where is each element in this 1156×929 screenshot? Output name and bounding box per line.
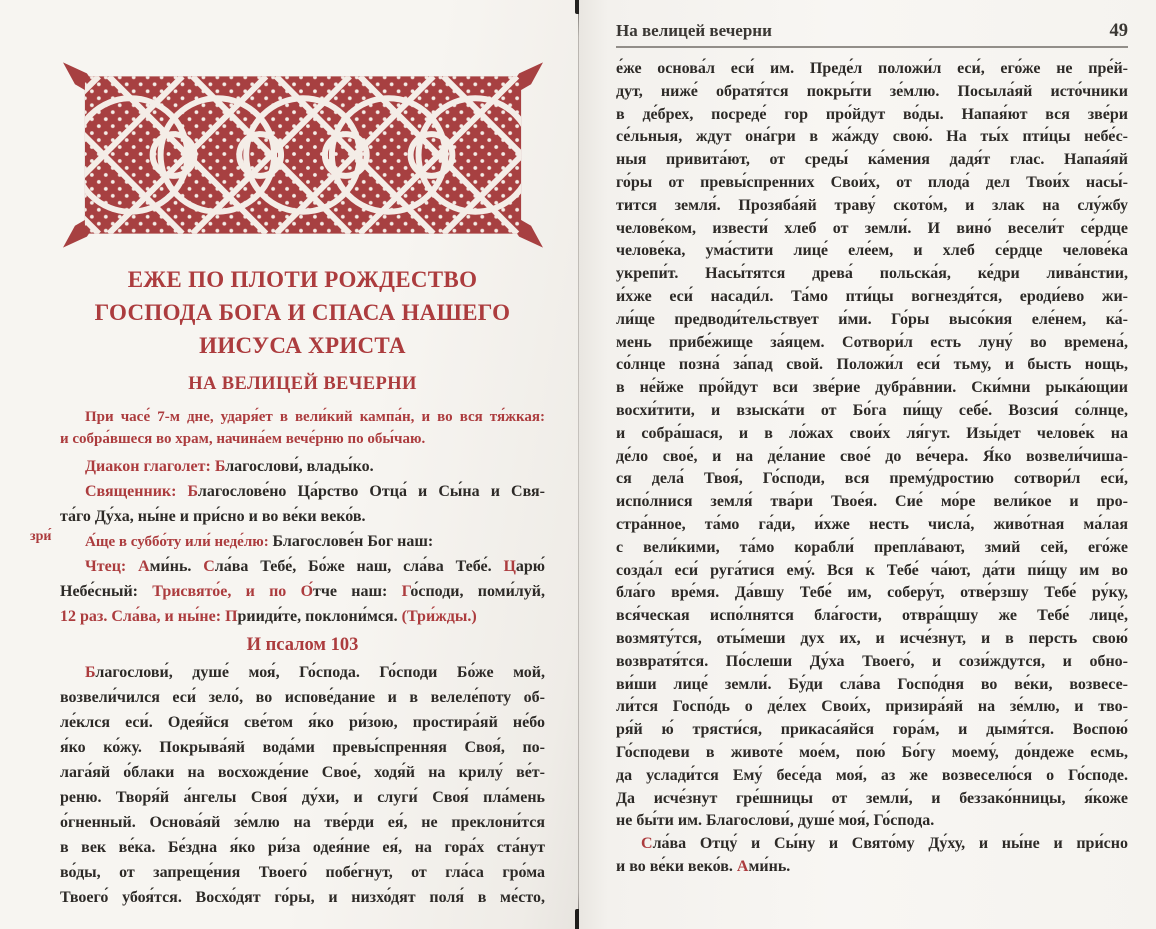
psalm-line: возвратя́тся. По́слеши Ду́ха Твоего́, и сози́ждутся, и обно- bbox=[616, 652, 1128, 670]
rubric-line: При часе́ 7-м дне, ударя́ет в вели́кий кампа́н, и во вся тя́жкая: bbox=[85, 409, 545, 425]
psalm-line: ныя привита́ют, от среды́ ка́мения дадя́т глас. Напая́яй bbox=[616, 151, 1128, 169]
psalm-line: со́лнце позна́ за́пад свой. Положи́л еси́ тьму, и бысть нощь, bbox=[616, 356, 1128, 374]
psalm-line: во́ды, от запреще́ния Твоего́ побе́гнут, от гла́са гро́ма bbox=[60, 864, 545, 881]
psalm-line: го́ры от превы́спренних Свои́х, от плода́ дел Твои́х насы́- bbox=[616, 173, 1128, 191]
psalm-line: дут, ниже́ обратя́тся покры́ти зе́млю. Посыла́яй исто́чники bbox=[616, 82, 1128, 100]
priest-paragraph bbox=[60, 479, 545, 529]
psalm-line: Го́сподеви в животе́ мое́м, пою́ Бо́гу моему́, до́ндеже есмь, bbox=[616, 743, 1128, 761]
priest-line: та́го Ду́ха, ны́не и при́сно и во ве́ки веко́в. bbox=[60, 508, 366, 525]
psalm-line: стра́нное, та́мо га́ди, и́хже несть числа́, живо́тная ма́лая bbox=[616, 515, 1128, 533]
psalm-line: с вели́кими, та́мо корабли́ препла́вают, змий сей, его́же bbox=[616, 538, 1128, 556]
right-page bbox=[579, 0, 1156, 929]
deacon-line: Диакон глаголет: Благослови́, влады́ко. bbox=[85, 458, 374, 475]
service-subtitle: НА ВЕЛИЦЕЙ ВЕЧЕРНИ bbox=[188, 374, 417, 394]
running-header-title: На велицей вечерни bbox=[616, 21, 772, 40]
sabbath-rubric-line: А́ще в суббо́ту или́ неде́лю: Благослове́н Бог наш: bbox=[85, 533, 434, 550]
feast-title-line: ИИСУСА ХРИСТА bbox=[199, 333, 406, 358]
psalm-line: в де́брех, посреде́ гор про́йдут во́ды. Напая́ют вся зве́ри bbox=[616, 105, 1128, 123]
reader-paragraph bbox=[60, 554, 545, 629]
priest-line: Священник: Благослове́но Ца́рство Отца́ и Сы́на и Свя- bbox=[85, 483, 545, 500]
psalm-line: лага́яй о́блаки на восхожде́ние Свое́, ходя́й на крилу́ ве́т- bbox=[60, 764, 545, 781]
psalm-line: тится земля́. Прозяба́яй траву́ ското́м, и злак на слу́жбу bbox=[616, 196, 1128, 214]
psalm-line: Благослови́, душе́ моя́, Го́спода. Го́споди Бо́же мой, bbox=[85, 664, 545, 681]
psalm-line: ле́клся еси́. Одея́йся све́том я́ко ри́зою, простира́яй не́бо bbox=[60, 714, 545, 731]
psalm-line: бла́го вре́мя. Да́вшу Тебе́ им, соберу́т, отве́рзшу Тебе́ ру́ку, bbox=[616, 584, 1128, 602]
psalm-line: челове́ком, извести́ хлеб от земли́. И вино́ весели́т се́рдце bbox=[616, 219, 1128, 237]
psalm-line-list bbox=[60, 685, 545, 910]
psalm-line: восхи́тити, и взыска́ти от Бо́га пи́щу себе́. Возсия́ со́лнце, bbox=[616, 401, 1128, 419]
margin-note-zri: зри́ bbox=[30, 529, 52, 544]
psalm-line: возмяту́тся, оты́меши дух их, и исче́знут, и в персть свою́ bbox=[616, 629, 1128, 647]
psalm-line: е́же основа́л еси́ им. Преде́л положи́л еси́, его́же не пре́й- bbox=[616, 60, 1128, 77]
feast-title-line: ЕЖЕ ПО ПЛОТИ РОЖДЕСТВО bbox=[127, 267, 478, 292]
psalm-line: ви́ши лице́ земли́. Бу́ди сла́ва Госпо́дня во ве́ки, возвесе- bbox=[616, 675, 1128, 693]
psalm-text-right bbox=[616, 58, 1128, 833]
psalm-line: не бы́ти им. Благослови́, душе́ моя́, Го́спода. bbox=[616, 812, 935, 830]
psalm-line: о́гненный. Основа́яй зе́млю на тве́рди ея́, не преклони́тся bbox=[60, 814, 545, 831]
psalm-line: ся дела́ Твоя́, Го́споди, вся прему́дростию сотвори́л еси́, bbox=[616, 470, 1128, 488]
psalm-line: в не́йже про́йдут вси зве́рие дубра́внии. Ски́мни рыка́ющии bbox=[616, 379, 1128, 397]
psalm-line: Твоего́ убоя́тся. Восхо́дят го́ры, и низхо́дят поля́ в ме́сто, bbox=[60, 889, 545, 906]
psalm-line: в век ве́ка. Бе́здна я́ко ри́за одея́ние ея́, на гора́х ста́нут bbox=[60, 839, 545, 856]
left-text-column bbox=[60, 0, 545, 910]
psalm-line: и собра́шася, и в ло́жах свои́х ля́гут. Изы́дет челове́к на bbox=[616, 424, 1128, 442]
psalm-heading: И псалом 103 bbox=[246, 635, 359, 655]
psalm-line: челове́ка, ума́стити лице́ еле́ем, и хлеб се́рдце челове́ка bbox=[616, 242, 1128, 260]
knotwork-headpiece-ornament bbox=[61, 60, 545, 250]
psalm-line: Да исче́знут гре́шницы от земли́, и беззако́нницы, я́коже bbox=[616, 789, 1128, 807]
feast-title-line: ГОСПОДА БОГА И СПАСА НАШЕГО bbox=[94, 300, 511, 325]
psalm-line: вся́ческая испо́лнятся бла́гости, отвра́щшу же Тебе́ лице́, bbox=[616, 607, 1128, 625]
doxology-line: и во ве́ки веко́в. Ами́нь. bbox=[616, 857, 791, 875]
psalm-line: де́ло свое́, и на де́лание свое́ до ве́чера. Я́ко возвели́чиша- bbox=[616, 447, 1128, 465]
doxology-line: Сла́ва Отцу́ и Сы́ну и Свято́му Ду́ху, и ны́не и при́сно bbox=[641, 835, 1128, 853]
rubric-note bbox=[60, 406, 545, 450]
psalm-line: мень прибе́жище за́яцем. Сотвори́л есть луну́ во времена́, bbox=[616, 333, 1128, 351]
sabbath-rubric-paragraph bbox=[60, 529, 545, 554]
psalm-text-left bbox=[60, 660, 545, 910]
feast-title bbox=[60, 263, 545, 362]
psalm-line: я́ко ко́жу. Покрыва́яй вода́ми превы́спренняя Своя́, по- bbox=[60, 739, 545, 756]
reader-line: 12 раз. Сла́ва, и ны́не: Прииди́те, поклони́мся. (Три́жды.) bbox=[60, 608, 477, 625]
psalm-line: реню. Творя́й а́нгелы Своя́ ду́хи, и слуги́ Своя́ пла́мень bbox=[60, 789, 545, 806]
deacon-line-paragraph bbox=[60, 454, 545, 479]
psalm-line: укрепи́т. Насы́тятся древа́ польска́я, ке́дри лива́нстии, bbox=[616, 265, 1128, 283]
psalm-line: ли́ще предводи́тельствует и́ми. Го́ры высо́кия еле́нем, ка́- bbox=[616, 310, 1128, 328]
psalm-line: ря́й ю́ трясти́ся, прикаса́яйся гора́м, и дымя́тся. Воспою́ bbox=[616, 721, 1128, 739]
rubric-line: и собра́вшеся во храм, начина́ем вече́рню по обы́чаю. bbox=[60, 431, 426, 447]
psalm-line: ли́тся Госпо́дь о де́лех Свои́х, призира́яй на зе́млю, и тво- bbox=[616, 698, 1128, 716]
reader-line: Небе́сный: Трисвято́е, и по О́тче наш: Го́споди, поми́луй, bbox=[60, 583, 545, 600]
running-header-rule bbox=[616, 46, 1128, 48]
page-number: 49 bbox=[1109, 21, 1128, 41]
psalm-line: да услади́тся Ему́ бесе́да моя́, аз же возвеселю́ся о Го́споде. bbox=[616, 766, 1128, 784]
psalm-line: испо́лнися земля́ тва́ри Твое́я. Сие́ мо́ре вели́кое и про- bbox=[616, 493, 1128, 511]
psalm-line: созда́л еси́ руга́тися ему́. Вся к Тебе́ ча́ют, да́ти пи́щу им во bbox=[616, 561, 1128, 579]
reader-line: Чтец: Ами́нь. Сла́ва Тебе́, Бо́же наш, сла́ва Тебе́. Царю́ bbox=[85, 558, 545, 575]
running-header bbox=[616, 0, 1128, 42]
psalm-line: возвели́чился еси́ зело́, во испове́дание и в велеле́поту об- bbox=[60, 689, 545, 706]
psalm-line: се́льныя, ждут она́гри в жа́жду свою́. На ты́х пти́цы небе́с- bbox=[616, 128, 1128, 146]
right-text-column bbox=[616, 0, 1128, 879]
psalm-line: и́хже еси́ насади́л. Та́мо пти́цы вогнездя́тся, ероди́ево жи- bbox=[616, 287, 1128, 305]
doxology-paragraph bbox=[616, 833, 1128, 879]
psalm-line-list bbox=[616, 58, 1128, 810]
